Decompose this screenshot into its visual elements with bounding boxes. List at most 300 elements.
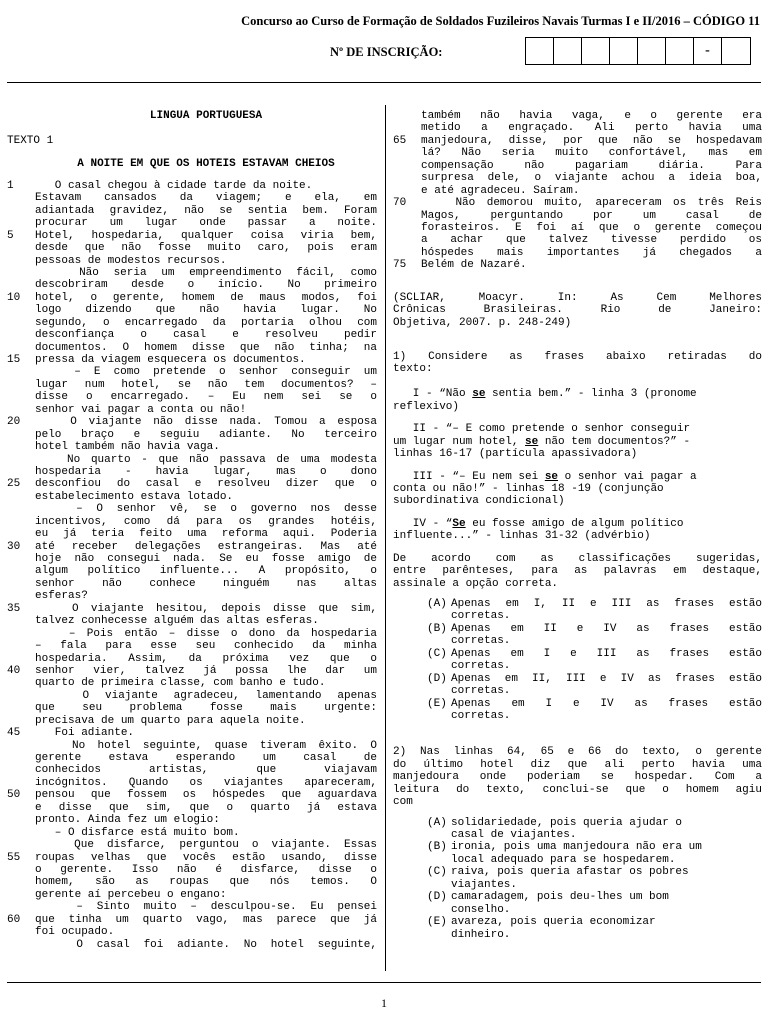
line-text: O casal chegou à cidade tarde da noite. (35, 179, 313, 192)
text-line (7, 939, 377, 951)
line-text: hospedaria - havia lugar, mas o dono (35, 465, 377, 478)
line-number (7, 615, 35, 627)
text-line (393, 110, 762, 122)
line-text: – Pois então – disse o dono da hospedaria (35, 627, 377, 640)
option-text (451, 841, 762, 866)
line-number: 60 (7, 913, 21, 926)
line-number (393, 172, 421, 184)
line-text: forasteiros. E foi aí que o gerente começou (421, 221, 762, 234)
answer-option-e[interactable] (427, 698, 762, 723)
option-line (451, 623, 762, 635)
text-line (7, 454, 377, 466)
option-line-text: dinheiro. (451, 928, 511, 941)
line-text: O viajante não disse nada. Tomou a esposa (35, 416, 377, 429)
line-number (7, 752, 35, 764)
q1-item-line (393, 530, 762, 542)
line-number: 1 (7, 179, 14, 192)
left-column (7, 110, 377, 951)
item-text-before: IV - “ (393, 517, 453, 530)
line-text: logo dizendo que não havia lugar. No (35, 304, 377, 317)
line-text: e disse que sim, que o quarto já estava (35, 801, 377, 814)
highlighted-word: Se (452, 517, 466, 530)
text-line (7, 342, 377, 354)
text-line (7, 777, 377, 789)
text-line (393, 234, 762, 246)
footer-divider (7, 982, 761, 983)
text-line (393, 222, 762, 234)
line-text: Que disfarce, perguntou o viajante. Essas (35, 839, 377, 852)
inscription-digit-box[interactable] (638, 38, 666, 64)
line-text: Magos, perguntando por um casal de (421, 209, 762, 222)
line-text: a achar que talvez tivesse perdido os (421, 234, 762, 247)
text-line (393, 135, 762, 147)
line-text: o gerente. Isso não é disfarce, disse o (35, 863, 377, 876)
line-number (7, 814, 35, 826)
line-number (393, 222, 421, 234)
line-text: hotel, o gerente, homem de maus modos, foi (35, 291, 377, 304)
question-stem-text: assinale a opção correta. (393, 577, 559, 590)
text-line (7, 541, 377, 553)
question-stem-line (393, 771, 762, 783)
option-line (451, 710, 762, 722)
line-number (7, 939, 35, 951)
spacer (393, 809, 762, 817)
answer-option-c[interactable] (427, 866, 762, 891)
text-line (7, 876, 377, 888)
line-number (7, 653, 35, 665)
line-text: incógnitos. Quando os viajantes apareceram, (35, 776, 377, 789)
text-line (7, 926, 377, 938)
option-line-text: corretas. (451, 709, 511, 722)
line-text: senhor vier, talvez já possa lhe dar um (35, 664, 377, 677)
line-number (393, 110, 421, 122)
q1-item-line (393, 388, 762, 400)
text-line (7, 839, 377, 851)
line-number (7, 764, 35, 776)
option-line (451, 698, 762, 710)
option-line (451, 685, 762, 697)
option-line (451, 929, 762, 941)
option-line-text: solidariedade, pois queria ajudar o (451, 816, 683, 829)
text-line (7, 317, 377, 329)
item-text-before: I - “Não (393, 388, 473, 401)
line-number (7, 205, 35, 217)
spacer (393, 413, 762, 423)
inscription-digit-box[interactable] (666, 38, 694, 64)
text-line (7, 814, 377, 826)
line-text: O viajante hesitou, depois disse que sim, (35, 602, 377, 615)
q1-item-text: conta ou não!” - linhas 18 -19 (conjunção (393, 482, 664, 495)
text-line (7, 441, 377, 453)
q1-item-line (393, 401, 762, 413)
spacer (393, 376, 762, 388)
text-line (7, 640, 377, 652)
line-text: – O disfarce está muito bom. (35, 826, 240, 839)
text-line (7, 827, 377, 839)
story-text-part1 (7, 180, 377, 951)
line-text: hotel também não havia vaga. (35, 441, 220, 454)
line-text: – Sinto muito – desculpou-se. Eu pensei (35, 901, 377, 914)
text-line (7, 230, 377, 242)
line-text: documentos. O homem disse que não tinha; na (35, 341, 377, 354)
highlighted-word: se (472, 388, 486, 401)
line-text: esferas? (35, 590, 88, 603)
q1-item-line (393, 423, 762, 435)
line-text: Belém de Nazaré. (421, 259, 527, 272)
line-number (7, 578, 35, 590)
option-line-text: corretas. (451, 685, 511, 698)
question-stem-line (393, 578, 762, 590)
line-number (393, 147, 421, 159)
line-text: pressa da viagem esquecera os documentos. (35, 354, 306, 366)
line-number (393, 122, 421, 134)
line-text: pronto. Ainda fez um elogio: (35, 814, 220, 827)
line-text: pessoas de modestos recursos. (35, 254, 227, 267)
text-line (7, 192, 377, 204)
line-number (7, 889, 35, 901)
line-number (7, 329, 35, 341)
text-line (7, 503, 377, 515)
question-stem-line (393, 759, 762, 771)
line-number (7, 565, 35, 577)
option-line-text: avareza, pois queria economizar (451, 916, 656, 929)
line-text: pensou que fossem os hóspedes que aguardava (35, 789, 377, 802)
line-text: senhor vai pagar a conta ou não! (35, 403, 247, 416)
text-line (7, 901, 377, 913)
line-number (7, 454, 35, 466)
question-stem-line (393, 796, 762, 808)
line-number (393, 234, 421, 246)
option-text (451, 916, 762, 941)
q1-item-text (393, 518, 762, 530)
option-line-text: camaradagem, pois deu-lhes um bom (451, 891, 669, 904)
text-line (7, 690, 377, 702)
citation-line (393, 304, 762, 316)
line-text: compensação não pagariam diária. Para (421, 159, 762, 172)
inscription-number-boxes[interactable] (525, 37, 751, 65)
text-line (7, 740, 377, 752)
line-number (7, 466, 35, 478)
line-number (7, 901, 35, 913)
text-line (7, 478, 377, 490)
q1-item-text (393, 388, 762, 400)
text-line (7, 354, 377, 366)
q1-item-line (393, 518, 762, 530)
line-text: manjedoura, disse, por que não se hospedavam (421, 134, 762, 147)
text-line (7, 429, 377, 441)
text-line (7, 914, 377, 926)
option-line (451, 841, 762, 853)
answer-option-a[interactable] (427, 598, 762, 623)
inscription-digit-box[interactable] (610, 38, 638, 64)
option-label: (A) (427, 598, 447, 610)
option-line (451, 916, 762, 928)
line-number (7, 366, 35, 378)
option-line (451, 904, 762, 916)
item-text-before: II - “– E como pretende o senhor conseguir (393, 423, 691, 436)
option-line-text: Apenas em II, III e IV as frases estão (451, 672, 762, 685)
question-stem-text: do último hotel diz que ali perto havia uma (393, 758, 762, 771)
citation-line (393, 317, 762, 329)
answer-option-d[interactable] (427, 891, 762, 916)
line-text: hóspedes mais importantes já chegados a (421, 246, 762, 259)
question-stem-text: entre parênteses, para as palavras em destaque, (393, 565, 762, 578)
option-line-text: raiva, pois queria afastar os pobres (451, 866, 689, 879)
line-text: conhecidos artistas, que viajavam (35, 764, 377, 777)
q1-item-text (393, 471, 762, 483)
line-number (7, 827, 35, 839)
option-label: (B) (427, 622, 447, 635)
line-number: 20 (7, 416, 21, 429)
line-text: lugar num hotel, se não tem documentos? – (35, 378, 377, 391)
option-line-text: Apenas em I e IV as frases estão (451, 697, 762, 710)
line-text: que seu problema fosse mais urgente: (35, 702, 377, 715)
line-number (7, 864, 35, 876)
inscription-digit-box[interactable] (582, 38, 610, 64)
line-number (7, 242, 35, 254)
q1-item-line (393, 495, 762, 507)
q1-item-line (393, 448, 762, 460)
line-text: talvez conhecesse alguém das altas esferas. (35, 615, 319, 628)
q1-item-line (393, 471, 762, 483)
exam-header-title: Concurso ao Curso de Formação de Soldados Fuzileiros Navais Turmas I e II/2016 – CÓDIGO 11 (241, 14, 760, 28)
question-stem-text: com (393, 796, 413, 809)
citation (393, 292, 762, 329)
text-line (7, 789, 377, 801)
text-line (393, 172, 762, 184)
inscription-digit-box[interactable] (526, 38, 554, 64)
inscription-digit-box[interactable]: - (694, 38, 722, 64)
option-line-text: conselho. (451, 903, 511, 916)
q1-item-text: influente...” - linhas 31-32 (advérbio) (393, 530, 651, 543)
option-line (451, 610, 762, 622)
text-line (7, 242, 377, 254)
text-line (7, 180, 377, 192)
line-text: surpresa dele, o viajante achou a ideia boa, (421, 172, 762, 185)
line-text: No quarto - que não passava de uma modesta (35, 453, 377, 466)
line-number: 10 (7, 291, 21, 304)
text-line (393, 210, 762, 222)
option-label: (B) (427, 841, 447, 854)
answer-option-e[interactable] (427, 916, 762, 941)
line-text: O viajante agradeceu, lamentando apenas (35, 689, 377, 702)
line-number: 35 (7, 602, 21, 615)
question-stem-line (393, 363, 762, 375)
question-1 (393, 351, 762, 722)
q1-item-text: subordinativa condicional) (393, 495, 565, 508)
line-number: 55 (7, 851, 21, 864)
section-title: LÍNGUA PORTUGUESA (149, 110, 263, 122)
line-number (7, 404, 35, 416)
option-text (451, 598, 762, 623)
text-line (7, 653, 377, 665)
line-number (393, 185, 421, 197)
line-text: metido a engraçado. Ali perto havia uma (421, 122, 762, 135)
question-stem-text: 1) Considere as frases abaixo retiradas do (393, 351, 762, 363)
text-line (393, 197, 762, 209)
question-stem-line (393, 351, 762, 363)
line-text: hoje não consegui nada. Se eu fosse amigo de (35, 553, 377, 565)
text-line (7, 528, 377, 540)
answer-option-a[interactable] (427, 817, 762, 842)
text-line (7, 267, 377, 279)
option-line-text: corretas. (451, 660, 511, 673)
text-line (7, 292, 377, 304)
line-text: estabelecimento estava lotado. (35, 490, 234, 503)
text-line (7, 379, 377, 391)
line-text: Foi adiante. (35, 727, 135, 740)
line-text: eu já teria feito uma reforma aqui. Poderia (35, 528, 377, 541)
line-text: gerente aí percebeu o engano: (35, 888, 227, 901)
option-label: (D) (427, 891, 447, 904)
line-number (7, 317, 35, 329)
line-number: 75 (393, 259, 407, 272)
line-text: e até agradeceu. Saíram. (421, 184, 580, 197)
text-line (393, 122, 762, 134)
item-text-after: sentia bem.” - linha 3 (pronome (485, 388, 697, 401)
option-line-text: Apenas em II e IV as frases estão (451, 622, 762, 635)
option-text (451, 891, 762, 916)
line-number (7, 429, 35, 441)
line-text: – E como pretende o senhor conseguir um (35, 366, 377, 379)
line-number (7, 628, 35, 640)
option-label: (A) (427, 816, 447, 829)
line-text: lá? Não seria muito confortável, mas em (421, 147, 762, 160)
text-line (393, 247, 762, 259)
line-text: que tinha um quarto vago, mas parece que já (35, 913, 377, 926)
text-line (7, 764, 377, 776)
line-text: pelo braço e seguiu adiante. No terceiro (35, 428, 377, 441)
line-number (7, 491, 35, 503)
inscription-digit-box[interactable] (722, 38, 750, 64)
line-number: 15 (7, 354, 21, 366)
text-label: TEXTO 1 (7, 135, 54, 147)
line-number (7, 217, 35, 229)
line-text: – O senhor vê, se o governo nos desse (35, 503, 377, 516)
answer-options (393, 817, 762, 941)
option-line (451, 879, 762, 891)
option-line-text: Apenas em I, II e III as frases estão (451, 598, 762, 610)
text-line (7, 391, 377, 403)
answer-option-d[interactable] (427, 673, 762, 698)
spacer (393, 543, 762, 553)
line-number: 50 (7, 789, 21, 802)
text-line (7, 205, 377, 217)
right-column (393, 110, 762, 941)
line-text: até receber delegações estrangeiras. Mas até (35, 540, 377, 553)
line-number (7, 553, 35, 565)
line-number (7, 926, 35, 938)
header-divider (7, 82, 761, 83)
option-line (451, 817, 762, 829)
option-label: (C) (427, 866, 447, 879)
line-text: No hotel seguinte, quase tiveram êxito. O (35, 739, 377, 752)
option-text (451, 817, 762, 842)
option-line-text: casal de viajantes. (451, 829, 577, 841)
citation-text: Objetiva, 2007. p. 248-249) (393, 316, 572, 329)
line-number: 65 (393, 134, 407, 147)
text-line (7, 304, 377, 316)
option-line-text: corretas. (451, 610, 511, 623)
line-text: Estavam cansados da viagem; e ela, em (35, 192, 377, 205)
text-line (7, 665, 377, 677)
line-number (7, 640, 35, 652)
highlighted-word: se (525, 435, 539, 448)
text-line (7, 416, 377, 428)
line-text: incentivos, como dá para os grandes hotéis, (35, 515, 377, 528)
text-line (7, 852, 377, 864)
question-stem-line (393, 553, 762, 565)
q1-item-text (393, 423, 762, 435)
question-stem-line (393, 784, 762, 796)
text-line (7, 702, 377, 714)
text-line (7, 329, 377, 341)
line-number (7, 192, 35, 204)
option-label: (C) (427, 647, 447, 660)
inscription-digit-box[interactable] (554, 38, 582, 64)
question-stem-text: De acordo com as classificações sugeridas, (393, 552, 762, 565)
line-number (7, 503, 35, 515)
item-text-after: eu fosse amigo de algum político (465, 517, 684, 530)
question-stem-text: texto: (393, 363, 433, 376)
line-text: desconfiou do casal e resolveu dizer que o (35, 478, 377, 491)
line-number (7, 839, 35, 851)
story-text-part2 (393, 110, 762, 272)
line-number (7, 802, 35, 814)
item-text-before: III - “– Eu nem sei (393, 470, 545, 483)
line-text: descobriram desde o início. No primeiro (35, 279, 377, 292)
answer-option-c[interactable] (427, 648, 762, 673)
line-number: 70 (393, 197, 407, 210)
line-text: Hotel, hospedaria, qualquer coisa viria bem, (35, 229, 377, 242)
line-text: procurar um lugar onde passar a noite. (35, 217, 377, 230)
text-line (7, 752, 377, 764)
option-line (451, 854, 762, 866)
item-text-after: o senhor vai pagar a (558, 470, 697, 483)
option-line-text: viajantes. (451, 878, 518, 891)
line-text: Não seria um empreendimento fácil, como (35, 266, 377, 279)
option-line (451, 866, 762, 878)
text-line (7, 565, 377, 577)
text-line (7, 491, 377, 503)
line-text: segundo, o encarregado da portaria olhou com (35, 316, 377, 329)
text-line (393, 259, 762, 271)
question-stem-line (393, 565, 762, 577)
line-number (7, 528, 35, 540)
line-text: gerente estava esperando um casal de (35, 752, 377, 764)
option-text (451, 698, 762, 723)
answer-option-b[interactable] (427, 623, 762, 648)
line-text: quarto de primeira classe, com banho e tudo. (35, 677, 326, 690)
line-number (7, 740, 35, 752)
item-text-before: um lugar num hotel, (393, 435, 526, 448)
text-line (7, 889, 377, 901)
line-number (7, 690, 35, 702)
option-line (451, 891, 762, 903)
q1-item-line (393, 483, 762, 495)
option-label: (E) (427, 916, 447, 929)
inscription-label: Nº DE INSCRIÇÃO: (330, 45, 443, 59)
q1-item-text (393, 436, 762, 448)
line-number (7, 379, 35, 391)
text-line (7, 404, 377, 416)
line-number: 25 (7, 478, 21, 491)
option-text (451, 866, 762, 891)
line-text: precisava de um quarto para aquela noite. (35, 714, 306, 727)
question-stem-text: leitura do texto, conclui-se que o homem agiu (393, 783, 762, 796)
option-line-text: Apenas em I e III as frases estão (451, 647, 762, 660)
answer-option-b[interactable] (427, 841, 762, 866)
